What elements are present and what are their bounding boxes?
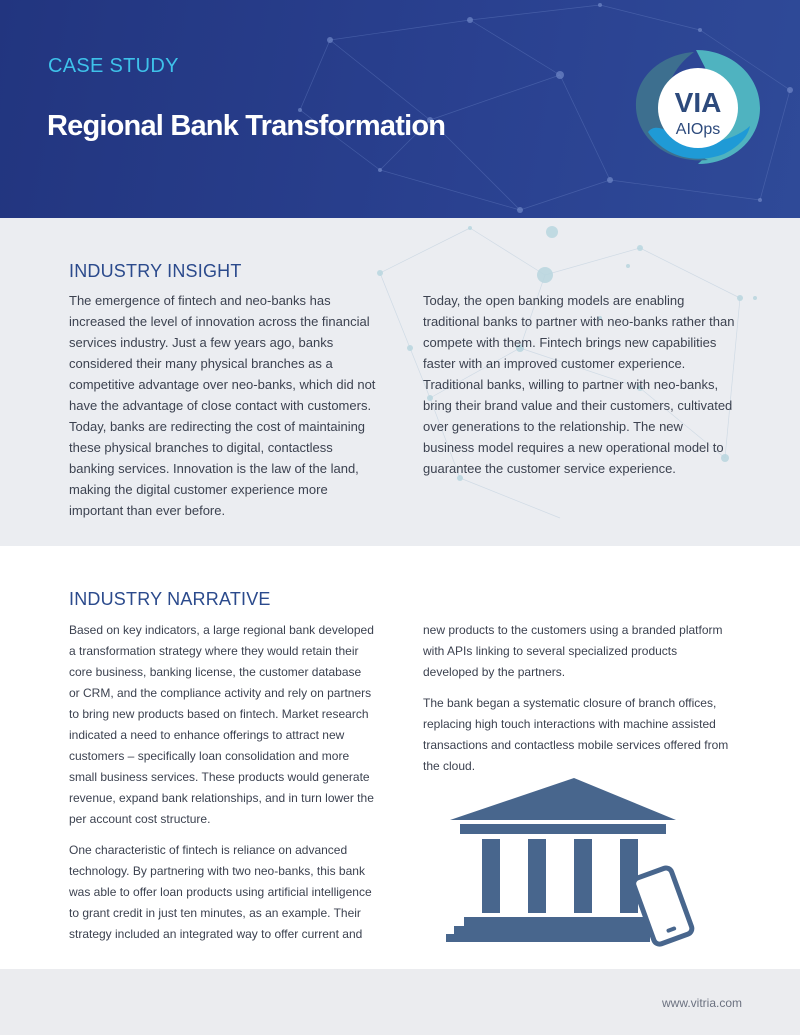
footer: [0, 969, 800, 1035]
industry-insight-section: [0, 218, 800, 546]
narrative-paragraph-1: Based on key indicators, a large regional bank developed a transformation strategy where they would retain their core business, banking license, the customer database or CRM, and the compliance activity and rely on partners to bring new products based on fintech. Market research indicated a need to enhance offerings to attract new customers – specifically loan consolidation and more small business services. These products would generate revenue, expand bank relationships, and in turn lower the per account cost structure.: [69, 623, 374, 826]
case-study-label: CASE STUDY: [48, 55, 179, 77]
narrative-column-left: [69, 620, 375, 955]
insight-paragraph-left: The emergence of fintech and neo-banks has increased the level of innovation across the financial services industry. Just a few years ago, banks considered their many physical branches as a competitive advantage over neo-banks, which did not have the advantage of close contact with customers. Today, banks are redirecting the cost of maintaining these physical branches to digital, contactless banking services. Innovation is the law of the land, making the digital customer experience more important than ever before.: [69, 293, 376, 518]
header-banner: [0, 0, 800, 218]
narrative-paragraph-2: One characteristic of fintech is reliance on advanced technology. By partnering with two neo-banks, this bank was able to offer loan products using artificial intelligence to grant credit in just ten minutes, as an example. Their strategy included an integrated way to offer current and: [69, 843, 372, 941]
logo-text-aiops: AIOps: [675, 121, 721, 138]
footer-website-link[interactable]: www.vitria.com: [661, 996, 742, 1010]
insight-paragraph-right: Today, the open banking models are enabling traditional banks to partner with neo-banks rather than compete with them. Fintech brings new capabilities faster with an improved customer experience. Traditional banks, willing to partner with neo-banks, bring their brand value and their customers, cultivated over generations to the relationship. The new business model requires a new operational model to guarantee the customer service experience.: [423, 293, 735, 476]
via-aiops-logo: [628, 46, 764, 166]
industry-narrative-heading: INDUSTRY NARRATIVE: [69, 589, 271, 609]
bank-building-icon: [440, 776, 708, 954]
page-title: Regional Bank Transformation: [47, 110, 446, 142]
narrative-column-right: [423, 620, 733, 787]
narrative-paragraph-4: The bank began a systematic closure of branch offices, replacing high touch interactions with machine assisted transactions and contactless mobile services offered from the cloud.: [423, 696, 729, 773]
narrative-paragraph-3: new products to the customers using a branded platform with APIs linking to several specialized products developed by the partners.: [423, 623, 723, 679]
logo-text-via: VIA: [674, 87, 722, 118]
industry-insight-heading: INDUSTRY INSIGHT: [69, 261, 242, 281]
